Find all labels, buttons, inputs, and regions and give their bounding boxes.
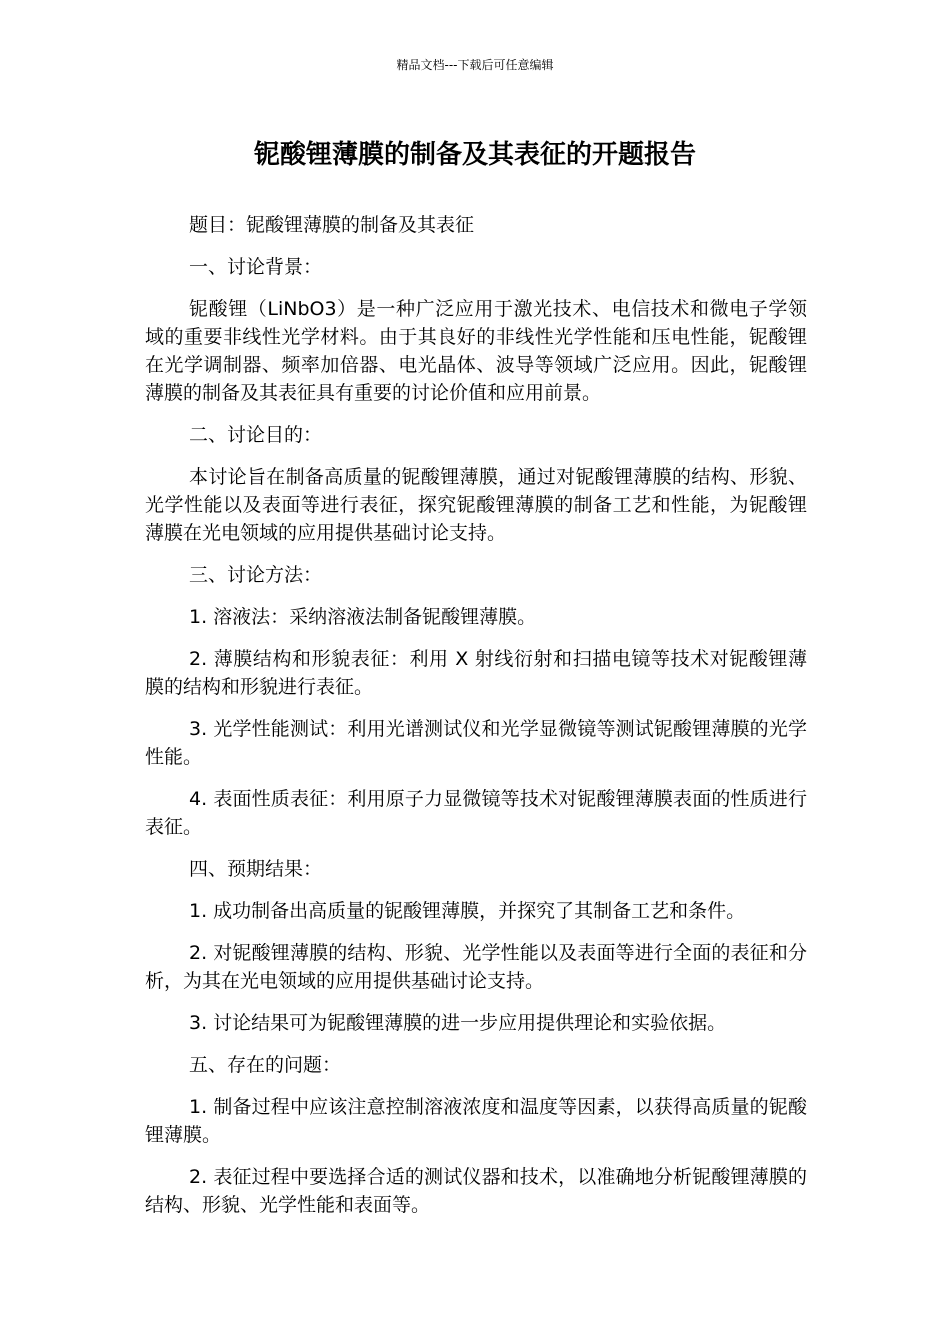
section-heading-method: 三、讨论方法： <box>189 564 323 586</box>
method-item: 4. 表面性质表征：利用原子力显微镜等技术对铌酸锂薄膜表面的性质进行表征。 <box>145 788 807 838</box>
section-heading-purpose: 二、讨论目的： <box>189 424 323 446</box>
problem-item: 1. 制备过程中应该注意控制溶液浓度和温度等因素，以获得高质量的铌酸锂薄膜。 <box>145 1096 807 1146</box>
method-item: 1. 溶液法：采纳溶液法制备铌酸锂薄膜。 <box>189 606 537 628</box>
section-heading-expected-results: 四、预期结果： <box>189 858 323 880</box>
document-body <box>145 211 807 1233</box>
purpose-paragraph: 本讨论旨在制备高质量的铌酸锂薄膜，通过对铌酸锂薄膜的结构、形貌、光学性能以及表面等进行表征，探究铌酸锂薄膜的制备工艺和性能，为铌酸锂薄膜在光电领域的应用提供基础讨论支持。 <box>145 466 807 544</box>
result-item: 2. 对铌酸锂薄膜的结构、形貌、光学性能以及表面等进行全面的表征和分析，为其在光电领域的应用提供基础讨论支持。 <box>145 942 807 992</box>
document-title: 铌酸锂薄膜的制备及其表征的开题报告 <box>253 140 696 170</box>
background-paragraph: 铌酸锂（LiNbO3）是一种广泛应用于激光技术、电信技术和微电子学领域的重要非线性光学材料。由于其良好的非线性光学性能和压电性能，铌酸锂在光学调制器、频率加倍器、电光晶体、波导等领域广泛应用。因此，铌酸锂薄膜的制备及其表征具有重要的讨论价值和应用前景。 <box>145 298 807 404</box>
method-item: 2. 薄膜结构和形貌表征：利用 X 射线衍射和扫描电镜等技术对铌酸锂薄膜的结构和形貌进行表征。 <box>145 648 807 698</box>
result-item: 1. 成功制备出高质量的铌酸锂薄膜，并探究了其制备工艺和条件。 <box>189 900 746 922</box>
result-item: 3. 讨论结果可为铌酸锂薄膜的进一步应用提供理论和实验依据。 <box>189 1012 727 1034</box>
problem-item: 2. 表征过程中要选择合适的测试仪器和技术，以准确地分析铌酸锂薄膜的结构、形貌、光学性能和表面等。 <box>145 1166 807 1216</box>
topic-line: 题目：铌酸锂薄膜的制备及其表征 <box>189 214 475 236</box>
method-item: 3. 光学性能测试：利用光谱测试仪和光学显微镜等测试铌酸锂薄膜的光学性能。 <box>145 718 807 768</box>
section-heading-problems: 五、存在的问题： <box>189 1054 342 1076</box>
section-heading-background: 一、讨论背景： <box>189 256 323 278</box>
page-header-watermark: 精品文档---下载后可任意编辑 <box>396 58 554 72</box>
